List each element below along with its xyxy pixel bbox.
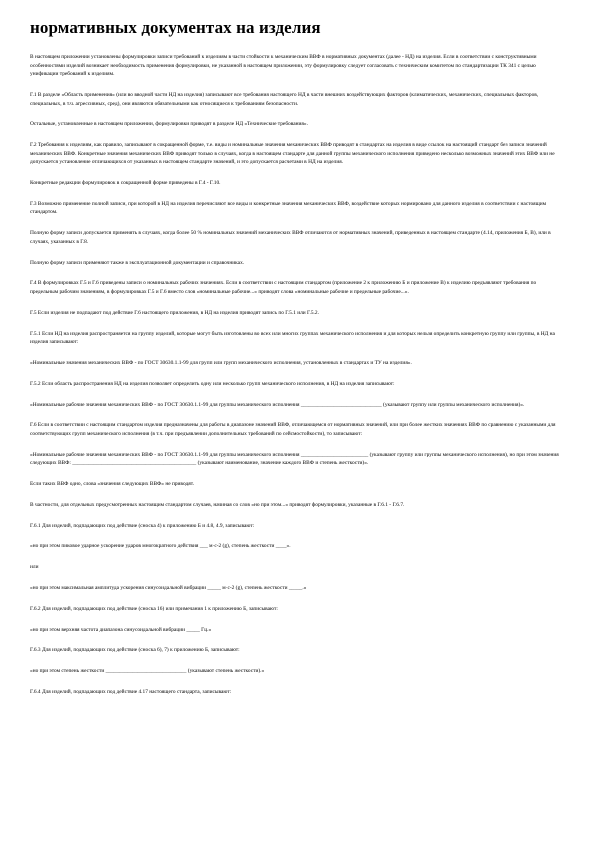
paragraph: Г.4 В формулировках Г.5 и Г.6 приведены записи о номинальных рабочих значениях. Если в соответствии с настоящим стандартом (приложение 2 к приложению Б и приложение В) к изделию предъявляют требования по предельным рабочим значениям, в формулировках Г.5 и Г.6 вместо слов «номинальные рабочие...» приводят слова «номинальные рабочие и предельные рабочие...».: [30, 280, 537, 295]
paragraph: Остальные, установленные в настоящем приложении, формулировки приводят в разделе НД «Технические требования».: [30, 121, 308, 128]
paragraph: В настоящем приложении установлены формулировки записи требований к изделиям в части стойкости к механическим ВВФ в нормативных документах (далее - НД) на изделия. Если в соответствии с конструктивными особенностями изделий возникает необходимость применения формулировки, не указанной в настоящем приложении, эту формулировку следует согласовать с техническим комитетом по стандартизации ТК 341 с целью унификации требований к изделиям.: [30, 54, 537, 78]
paragraph: Если таких ВВФ одно, слова «значения следующих ВВФ» не приводят.: [30, 481, 195, 488]
paragraph: Г.5.2 Если область распространения НД на изделия позволяет определить одну или несколько групп механического исполнения, в НД на изделия записывают:: [30, 380, 395, 387]
paragraph: Полную форму записи применяют также в эксплуатационной документации и справочниках.: [30, 259, 245, 266]
paragraph: «Номинальные значения механических ВВФ - по ГОСТ 30630.1.1-99 для групп или групп механического исполнения, установленных в стандартах и ТУ на изделия».: [30, 359, 412, 366]
paragraph: «Номинальные рабочие значения механических ВВФ - по ГОСТ 30630.1.1-99 для группы механического исполнения _________________________ (указывают группу или группы механического исполнения), но при этом значения следующих ВВФ: ______________________________________________ (указывают наименование, значение каждого ВВФ и степень жесткости)».: [30, 451, 559, 467]
paragraph: «но при этом степень жесткости ______________________________ (указывают степень жесткости).»: [30, 668, 265, 675]
paragraph: Г.6.1 Для изделий, подпадающих под действие (сноска 4) к приложению Б и 4.8, 4.9, записывают:: [30, 522, 255, 529]
paragraph: «Номинальные рабочие значения механических ВВФ - по ГОСТ 30630.1.1-99 для группы механического исполнения ______________________________ (указывают группу или группы механического исполнения)».: [30, 401, 525, 408]
page-title: нормативных документах на изделия: [30, 18, 321, 37]
paragraph: «но при этом максимальная амплитуда ускорения синусоидальной вибрации _____ м·с-2 (g), степень жесткости _____.»: [30, 584, 307, 591]
paragraph: Г.3 Возможно применение полной записи, при которой в НД на изделия перечисляют все виды и конкретные значения механических ВВФ, воздействие которых нормировано для данного изделия в соответствии с настоящим стандартом.: [30, 200, 547, 216]
paragraph: В частности, для отдельных предусмотренных настоящим стандартом случаев, начиная со слов «но при этом...» приводят формулировки, указанные в Г.6.1 - Г.6.7.: [30, 501, 405, 508]
paragraph: или: [30, 564, 39, 571]
paragraph: Г.6.4 Для изделий, подпадающих под действие 4.17 настоящего стандарта, записывают:: [30, 688, 232, 695]
paragraph: Конкретные редакции формулировок в сокращенной форме приведены в Г.4 - Г.10.: [30, 180, 221, 187]
paragraph: Г.5 Если изделия не подпадают под действие Г.6 настоящего приложения, в НД на изделия приводят запись по Г.5.1 или Г.5.2.: [30, 309, 319, 316]
paragraph: Полную форму записи допускается применять в случаях, когда более 50 % номинальных значений механических ВВФ отличаются от нормативных значений, приведенных в настоящем стандарте (4.14, приложения Б, В), или в случаях, указанных в Г.8.: [30, 230, 551, 245]
paragraph: Г.2 Требования к изделиям, как правило, записывают в сокращенной форме, т.е. виды и номинальные значения механических ВВФ приводят в стандартах на изделия в виде ссылок на настоящий стандарт без записи значений механических ВВФ. Конкретные значения механических ВВФ приводят только в случаях, когда в настоящем стандарте для данной группы механического исполнения приведено несколько возможных значений этих ВВФ или не допускается установление отличающихся от указанных в настоящем стандарте значений, и это допускается расчетами в НД на изделия.: [30, 142, 555, 166]
paragraph: Г.6.2 Для изделий, подпадающих под действие (сноска 16) или примечания 1 к приложению Б, записывают:: [30, 605, 278, 612]
paragraph: «но при этом пиковое ударное ускорение ударов многократного действия ___ м·с-2 (g), степень жесткости ____».: [30, 543, 291, 550]
document-body: [30, 53, 565, 709]
paragraph: Г.6.3 Для изделий, подпадающих под действие (сноска 6), 7) к приложению Б, записывают:: [30, 647, 240, 654]
paragraph: «но при этом верхняя частота диапазона синусоидальной вибрации _____ Гц.»: [30, 626, 212, 633]
paragraph: Г.6 Если в соответствии с настоящим стандартом изделия предназначены для работы в диапазоне значений ВВФ, отличающемся от нормативных значений, или при более жестких значениях ВВФ по сравнению с указанными для соответствующих групп механического исполнения (в т.ч. при предъявлении дополнительных требований по сейсмостойкости), то записывают:: [30, 422, 556, 437]
paragraph: Г.5.1 Если НД на изделия распространяется на группу изделий, которые могут быть изготовлены во всех или многих группах механического исполнения и для которых нельзя определить конкретную группу или группы, в НД на изделия записывают:: [30, 330, 555, 346]
paragraph: Г.1 В разделе «Область применения» (или во вводной части НД на изделия) записывают все требования настоящего НД в части внешних воздействующих факторов (климатических, механических, специальных факторов, специальных, в т.ч. агрессивных, сред), они являются обязательными как относящиеся к требованиям безопасности.: [30, 91, 539, 107]
